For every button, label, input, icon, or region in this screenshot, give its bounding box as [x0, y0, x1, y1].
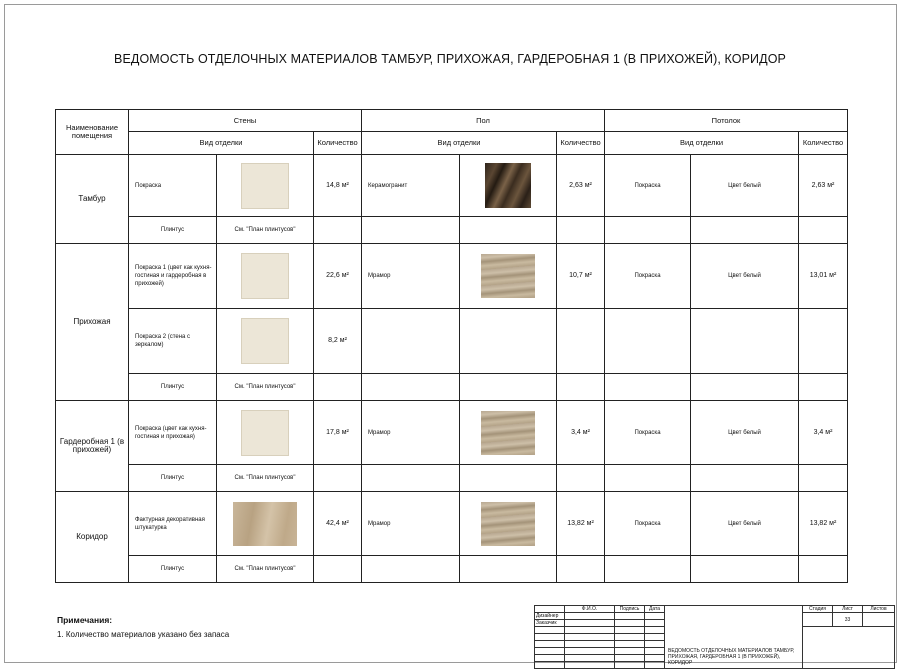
wall-swatch-cell [217, 155, 314, 217]
table-row [56, 309, 848, 374]
table-row [56, 217, 848, 244]
floor-qty: 10,7 м² [557, 244, 605, 309]
document-title: ВЕДОМОСТЬ ОТДЕЛОЧНЫХ МАТЕРИАЛОВ ТАМБУР, ПРИХОЖАЯ, ГАРДЕРОБНАЯ 1 (В ПРИХОЖЕЙ), КОРИДОР [114, 52, 786, 66]
header-row-1 [56, 110, 848, 132]
marble-swatch-image [481, 502, 535, 546]
stamp-date: Дата [645, 606, 665, 613]
ceiling-finish: Покраска [605, 155, 691, 217]
stamp-stage: Стадия [803, 606, 833, 613]
wall-swatch-cell [217, 401, 314, 465]
wall-finish: Покраска 1 (цвет как кухня-гостиная и гардеробная в прихожей) [129, 244, 217, 309]
wall-finish: Фактурная декоративная штукатурка [129, 492, 217, 556]
stamp-description: ВЕДОМОСТЬ ОТДЕЛОЧНЫХ МАТЕРИАЛОВ ТАМБУР, ПРИХОЖАЯ, ГАРДЕРОБНАЯ 1 (В ПРИХОЖЕЙ), КОРИДОР [665, 606, 803, 669]
stamp-sheets: Листов [863, 606, 895, 613]
header-ceiling-qty: Количество [799, 132, 848, 155]
title-block [534, 605, 895, 669]
floor-swatch-cell [460, 401, 557, 465]
decorative-plaster-swatch-image [233, 502, 297, 546]
ceiling-color: Цвет белый [691, 401, 799, 465]
floor-swatch-cell [460, 492, 557, 556]
floor-swatch-cell [460, 244, 557, 309]
wall-finish: Покраска 2 (стена с зеркалом) [129, 309, 217, 374]
notes-item: 1. Количество материалов указано без запаса [57, 630, 230, 639]
table-row [56, 465, 848, 492]
header-room: Наименование помещения [56, 110, 129, 155]
marble-swatch-image [481, 254, 535, 298]
skirting-label: Плинтус [129, 217, 217, 244]
stamp-customer: Заказчик [535, 620, 565, 627]
wall-finish: Покраска [129, 155, 217, 217]
stamp-signature: Подпись [615, 606, 645, 613]
wall-qty: 42,4 м² [314, 492, 362, 556]
header-ceiling-finish: Вид отделки [605, 132, 799, 155]
ceiling-finish: Покраска [605, 492, 691, 556]
ceiling-qty: 13,01 м² [799, 244, 848, 309]
paint-swatch-image [241, 253, 289, 299]
header-walls-qty: Количество [314, 132, 362, 155]
wall-qty: 14,8 м² [314, 155, 362, 217]
room-name: Гардеробная 1 (в прихожей) [56, 401, 129, 492]
header-walls: Стены [129, 110, 362, 132]
table-row [56, 556, 848, 583]
header-ceiling: Потолок [605, 110, 848, 132]
wall-swatch-cell [217, 492, 314, 556]
wall-finish: Покраска (цвет как кухня-гостиная и прихожая) [129, 401, 217, 465]
wall-qty: 17,8 м² [314, 401, 362, 465]
skirting-label: Плинтус [129, 556, 217, 583]
ceiling-finish: Покраска [605, 244, 691, 309]
skirting-ref: См. "План плинтусов" [217, 374, 314, 401]
floor-qty: 3,4 м² [557, 401, 605, 465]
ceiling-qty: 3,4 м² [799, 401, 848, 465]
skirting-ref: См. "План плинтусов" [217, 217, 314, 244]
header-row-2 [56, 132, 848, 155]
finish-schedule-table [55, 109, 848, 583]
ceiling-finish: Покраска [605, 401, 691, 465]
stamp-designer: Дизайнер [535, 613, 565, 620]
stamp-sheet-number: 33 [833, 613, 863, 627]
wall-swatch-cell [217, 244, 314, 309]
ceiling-qty: 2,63 м² [799, 155, 848, 217]
stamp-fio: Ф.И.О. [565, 606, 615, 613]
floor-finish: Керамогранит [362, 155, 460, 217]
skirting-label: Плинтус [129, 465, 217, 492]
wall-qty: 8,2 м² [314, 309, 362, 374]
wall-swatch-cell [217, 309, 314, 374]
paint-swatch-image [241, 163, 289, 209]
paint-swatch-image [241, 410, 289, 456]
floor-qty: 13,82 м² [557, 492, 605, 556]
floor-swatch-cell [460, 155, 557, 217]
table-row [56, 401, 848, 465]
header-walls-finish: Вид отделки [129, 132, 314, 155]
table-row [56, 244, 848, 309]
ceiling-color: Цвет белый [691, 244, 799, 309]
room-name: Тамбур [56, 155, 129, 244]
room-name: Прихожая [56, 244, 129, 401]
ceiling-qty: 13,82 м² [799, 492, 848, 556]
floor-qty: 2,63 м² [557, 155, 605, 217]
stamp-sheet: Лист [833, 606, 863, 613]
floor-finish: Мрамор [362, 244, 460, 309]
table-row [56, 492, 848, 556]
skirting-ref: См. "План плинтусов" [217, 556, 314, 583]
floor-finish: Мрамор [362, 492, 460, 556]
ceiling-color: Цвет белый [691, 492, 799, 556]
header-floor-finish: Вид отделки [362, 132, 557, 155]
header-floor: Пол [362, 110, 605, 132]
table-row [56, 155, 848, 217]
notes-title: Примечания: [57, 615, 113, 625]
table-row [56, 374, 848, 401]
wall-qty: 22,6 м² [314, 244, 362, 309]
ceiling-color: Цвет белый [691, 155, 799, 217]
marble-swatch-image [481, 411, 535, 455]
header-floor-qty: Количество [557, 132, 605, 155]
room-name: Коридор [56, 492, 129, 583]
skirting-label: Плинтус [129, 374, 217, 401]
floor-finish: Мрамор [362, 401, 460, 465]
skirting-ref: См. "План плинтусов" [217, 465, 314, 492]
paint-swatch-image [241, 318, 289, 364]
porcelain-tile-swatch-image [485, 163, 531, 208]
